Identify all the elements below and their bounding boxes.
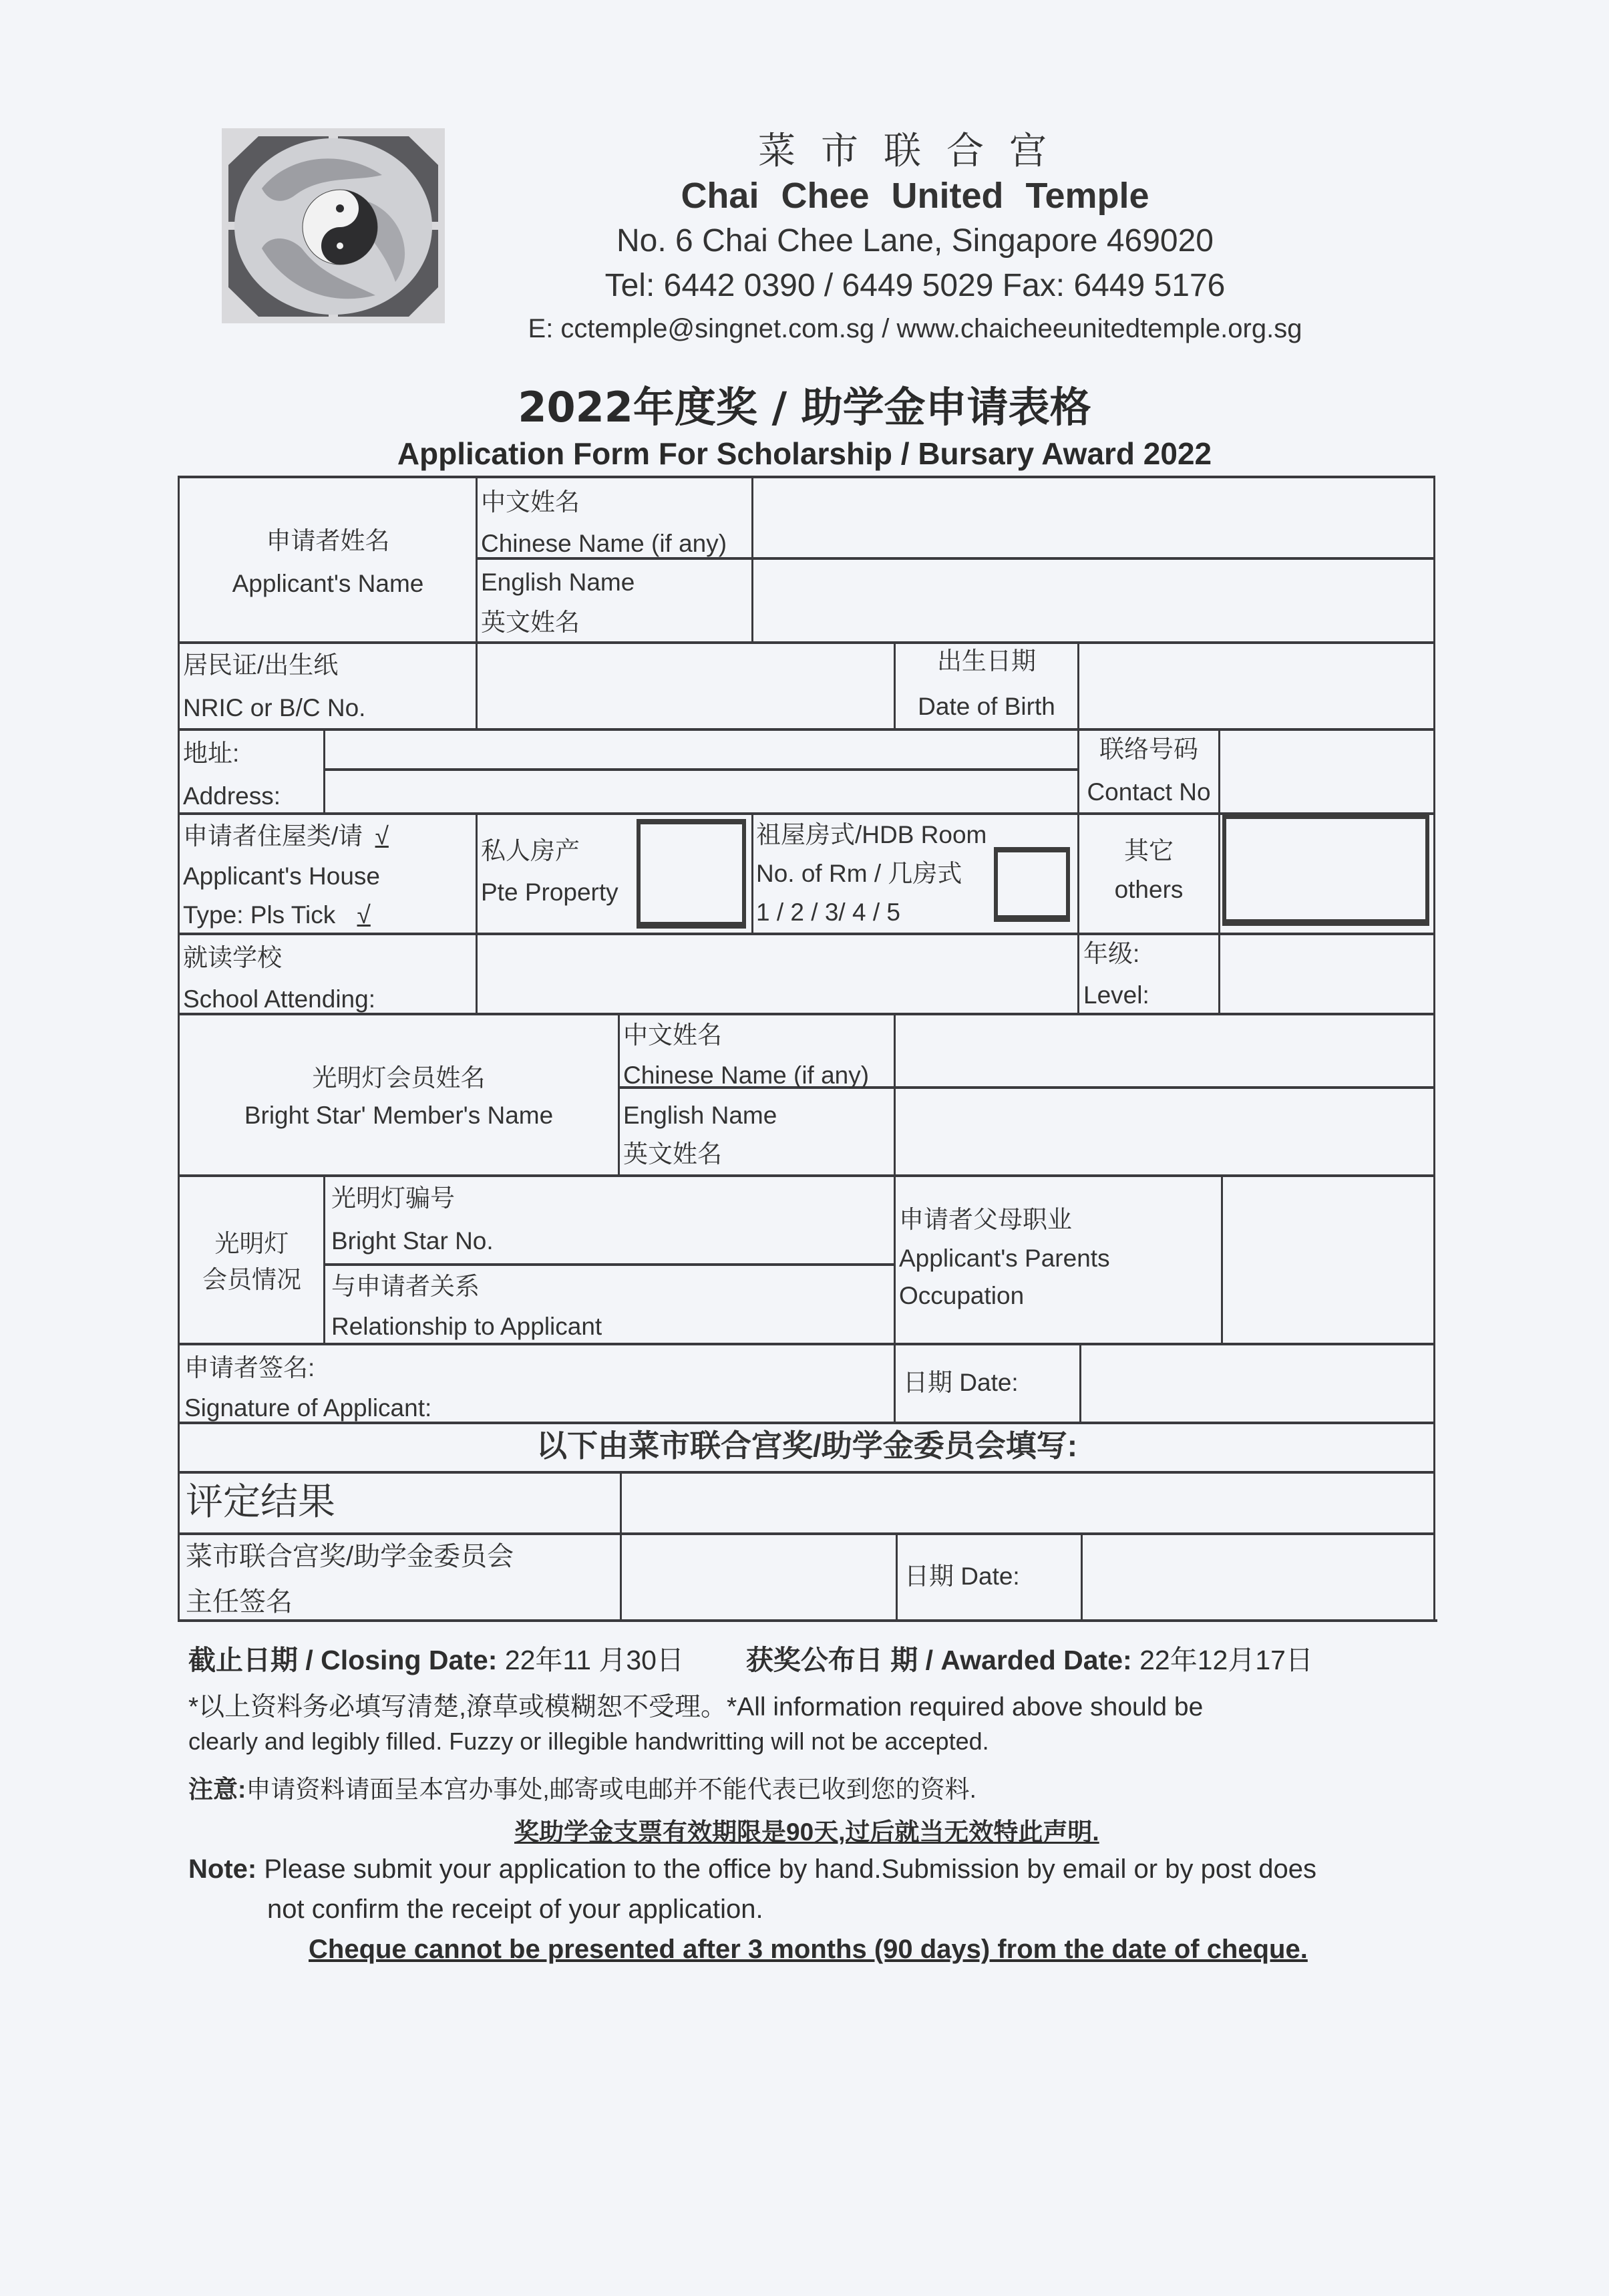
signature-field[interactable]	[508, 1346, 892, 1421]
notice-line-2: clearly and legibly filled. Fuzzy or illegible handwritting will not be accepted.	[188, 1728, 989, 1755]
applicant-name-label-cn: 申请者姓名	[266, 527, 390, 554]
col-divider	[894, 641, 896, 729]
dob-field[interactable]	[1081, 645, 1432, 727]
member-info-label-cn-2: 会员情况	[202, 1266, 301, 1293]
house-type-label-cn-text: 申请者住屋类/请	[183, 822, 363, 850]
row-divider	[178, 728, 1435, 731]
col-divider	[476, 933, 478, 1014]
awarded-date-value: 22年12月17日	[1139, 1645, 1313, 1675]
temple-email-website: E: cctemple@singnet.com.sg / www.chaicheeunitedtemple.org.sg	[528, 314, 1302, 343]
row-divider	[178, 1471, 1435, 1474]
member-chinese-name-label-en: Chinese Name (if any)	[623, 1061, 870, 1089]
parents-occupation-label-cn: 申请者父母职业	[899, 1206, 1072, 1233]
temple-name-chinese: 菜市联合宫	[758, 130, 1072, 173]
col-divider	[618, 1013, 620, 1176]
col-divider	[894, 1343, 896, 1423]
col-divider	[620, 1471, 622, 1534]
signature-label-cn: 申请者签名:	[184, 1354, 315, 1381]
contact-field[interactable]	[1222, 731, 1432, 812]
relationship-label-cn: 与申请者关系	[331, 1273, 480, 1300]
col-divider	[1221, 1174, 1223, 1344]
yin-yang-dragon-logo-icon	[222, 128, 445, 323]
col-divider	[894, 1174, 896, 1344]
row-divider	[178, 641, 1435, 644]
sub-row-divider	[324, 1263, 895, 1266]
address-line2-field[interactable]	[327, 772, 1076, 812]
level-label-cn: 年级:	[1083, 940, 1140, 967]
form-title-chinese: 2022年度奖 / 助学金申请表格	[518, 383, 1091, 432]
house-type-label-en-1: Applicant's House	[183, 862, 381, 890]
col-divider	[1218, 728, 1220, 814]
nric-label-en: NRIC or B/C No.	[183, 694, 366, 721]
applicant-chinese-name-field[interactable]	[755, 479, 1432, 556]
hdb-label-line1: 祖屋房式/HDB Room	[756, 821, 987, 848]
col-divider	[620, 1532, 622, 1621]
applicant-name-label-en: Applicant's Name	[232, 570, 424, 597]
col-divider	[323, 728, 325, 814]
tick-mark-icon: √	[357, 901, 371, 929]
applicant-english-name-label-en: English Name	[481, 568, 635, 596]
member-name-label-en: Bright Star' Member's Name	[244, 1102, 554, 1129]
member-chinese-name-label-cn: 中文姓名	[623, 1021, 722, 1049]
chairman-date-label: 日期 Date:	[904, 1563, 1020, 1590]
signature-date-label: 日期 Date:	[903, 1369, 1019, 1396]
notice-cn: *以上资料务必填写清楚,潦草或模糊恕不受理。	[188, 1693, 727, 1721]
address-label-cn: 地址:	[183, 740, 240, 767]
cheque-validity-en: Cheque cannot be presented after 3 months (90 days) from the date of cheque.	[309, 1935, 1308, 1964]
applicant-chinese-name-label-cn: 中文姓名	[481, 488, 580, 516]
col-divider	[751, 476, 753, 643]
evaluation-label: 评定结果	[186, 1480, 335, 1522]
member-info-label-cn-1: 光明灯	[214, 1230, 289, 1257]
contact-label-cn: 联络号码	[1099, 735, 1198, 763]
chairman-date-field[interactable]	[1084, 1536, 1433, 1619]
parents-occupation-field[interactable]	[1224, 1178, 1432, 1341]
applicant-chinese-name-label-en: Chinese Name (if any)	[481, 530, 727, 557]
chairman-label-2: 主任签名	[186, 1587, 293, 1617]
attention-label: 注意:	[188, 1776, 246, 1803]
col-divider	[1218, 812, 1220, 934]
member-english-name-label-cn: 英文姓名	[623, 1140, 722, 1168]
school-field[interactable]	[479, 936, 1076, 1012]
col-divider	[1079, 1343, 1081, 1423]
awarded-date-label: 获奖公布日 期 / Awarded Date:	[745, 1645, 1132, 1675]
form-title-english: Application Form For Scholarship / Bursary Award 2022	[397, 436, 1212, 471]
house-type-label-en-2-text: Type: Pls Tick	[183, 901, 336, 929]
attention-line	[188, 1769, 976, 1805]
house-type-label-en-2	[183, 895, 371, 935]
col-divider	[476, 812, 478, 934]
hdb-label-line3: 1 / 2 / 3/ 4 / 5	[756, 898, 900, 926]
note-label: Note:	[188, 1854, 257, 1884]
chairman-signature-field[interactable]	[623, 1536, 894, 1619]
col-divider	[1077, 728, 1079, 814]
notice-en-1: *All information required above should be	[727, 1693, 1204, 1721]
cheque-validity-cn: 奖助学金支票有效期限是90天,过后就当无效特此声明.	[514, 1818, 1099, 1846]
house-type-label-cn	[183, 816, 389, 856]
parents-occupation-label-en-2: Occupation	[899, 1282, 1025, 1309]
table-border-bottom	[178, 1619, 1437, 1622]
closing-date-label: 截止日期 / Closing Date:	[188, 1645, 498, 1675]
school-label-cn: 就读学校	[183, 944, 282, 971]
member-name-label-cn: 光明灯会员姓名	[312, 1064, 486, 1092]
nric-field[interactable]	[479, 645, 892, 727]
table-border-right	[1433, 476, 1435, 1622]
attention-text: 申请资料请面呈本宫办事处,邮寄或电邮并不能代表已收到您的资料.	[246, 1776, 976, 1803]
col-divider	[476, 476, 478, 643]
others-label-cn: 其它	[1124, 837, 1174, 864]
pte-property-checkbox[interactable]	[637, 819, 746, 929]
note-text-1: Please submit your application to the office by hand.Submission by email or by post does	[264, 1854, 1317, 1884]
star-no-label-cn: 光明灯骗号	[331, 1184, 455, 1212]
col-divider	[1077, 812, 1079, 934]
col-divider	[323, 1174, 325, 1344]
row-divider	[178, 1174, 1435, 1177]
note-line-2: not confirm the receipt of your application.	[267, 1895, 763, 1924]
star-no-field[interactable]	[601, 1178, 892, 1262]
address-label-en: Address:	[183, 782, 281, 810]
tick-mark-icon: √	[375, 822, 389, 850]
committee-section-header: 以下由菜市联合宫奖/助学金委员会填写:	[536, 1428, 1078, 1463]
dates-line	[188, 1638, 1313, 1677]
col-divider	[896, 1532, 898, 1621]
hdb-room-checkbox[interactable]	[994, 847, 1070, 922]
temple-address: No. 6 Chai Chee Lane, Singapore 469020	[616, 223, 1214, 259]
temple-logo	[222, 128, 445, 323]
parents-occupation-label-en-1: Applicant's Parents	[899, 1245, 1110, 1272]
nric-label-cn: 居民证/出生纸	[183, 651, 339, 679]
school-label-en: School Attending:	[183, 985, 375, 1013]
table-border-left	[178, 476, 180, 1622]
relationship-field[interactable]	[641, 1267, 892, 1341]
applicant-english-name-label-cn: 英文姓名	[481, 609, 580, 636]
signature-label-en: Signature of Applicant:	[184, 1394, 432, 1422]
member-chinese-name-field[interactable]	[897, 1016, 1432, 1086]
pte-property-label-cn: 私人房产	[481, 837, 580, 864]
relationship-label-en: Relationship to Applicant	[331, 1313, 602, 1340]
col-divider	[1081, 1532, 1083, 1621]
applicant-english-name-field[interactable]	[755, 560, 1432, 641]
star-no-label-en: Bright Star No.	[331, 1227, 494, 1255]
pte-property-label-en: Pte Property	[481, 878, 618, 906]
signature-date-field[interactable]	[1083, 1346, 1432, 1421]
contact-label-en: Contact No	[1087, 778, 1211, 806]
others-label-en: others	[1114, 876, 1184, 903]
col-divider	[1077, 933, 1079, 1014]
member-english-name-field[interactable]	[897, 1090, 1432, 1174]
hdb-label-line2: No. of Rm / 几房式	[756, 860, 962, 887]
evaluation-field[interactable]	[623, 1474, 1432, 1532]
level-field[interactable]	[1222, 936, 1432, 1012]
col-divider	[1218, 933, 1220, 1014]
level-label-en: Level:	[1083, 981, 1149, 1009]
note-line-1	[188, 1854, 1316, 1884]
col-divider	[894, 1013, 896, 1176]
address-line1-field[interactable]	[327, 731, 1076, 768]
col-divider	[1077, 641, 1079, 729]
dob-label-cn: 出生日期	[937, 647, 1036, 675]
col-divider	[751, 812, 753, 934]
member-english-name-label-en: English Name	[623, 1102, 777, 1129]
temple-name-english: Chai Chee United Temple	[681, 176, 1149, 216]
others-checkbox[interactable]	[1222, 814, 1429, 926]
dob-label-en: Date of Birth	[918, 693, 1055, 720]
notice-line-1	[188, 1686, 1203, 1724]
sub-row-divider	[324, 768, 1079, 771]
col-divider	[476, 641, 478, 729]
row-divider	[178, 1532, 1435, 1535]
temple-tel-fax: Tel: 6442 0390 / 6449 5029 Fax: 6449 5176	[604, 268, 1226, 303]
table-border-top	[178, 476, 1435, 478]
closing-date-value: 22年11 月30日	[504, 1645, 684, 1675]
chairman-label-1: 菜市联合宫奖/助学金委员会	[186, 1542, 514, 1571]
